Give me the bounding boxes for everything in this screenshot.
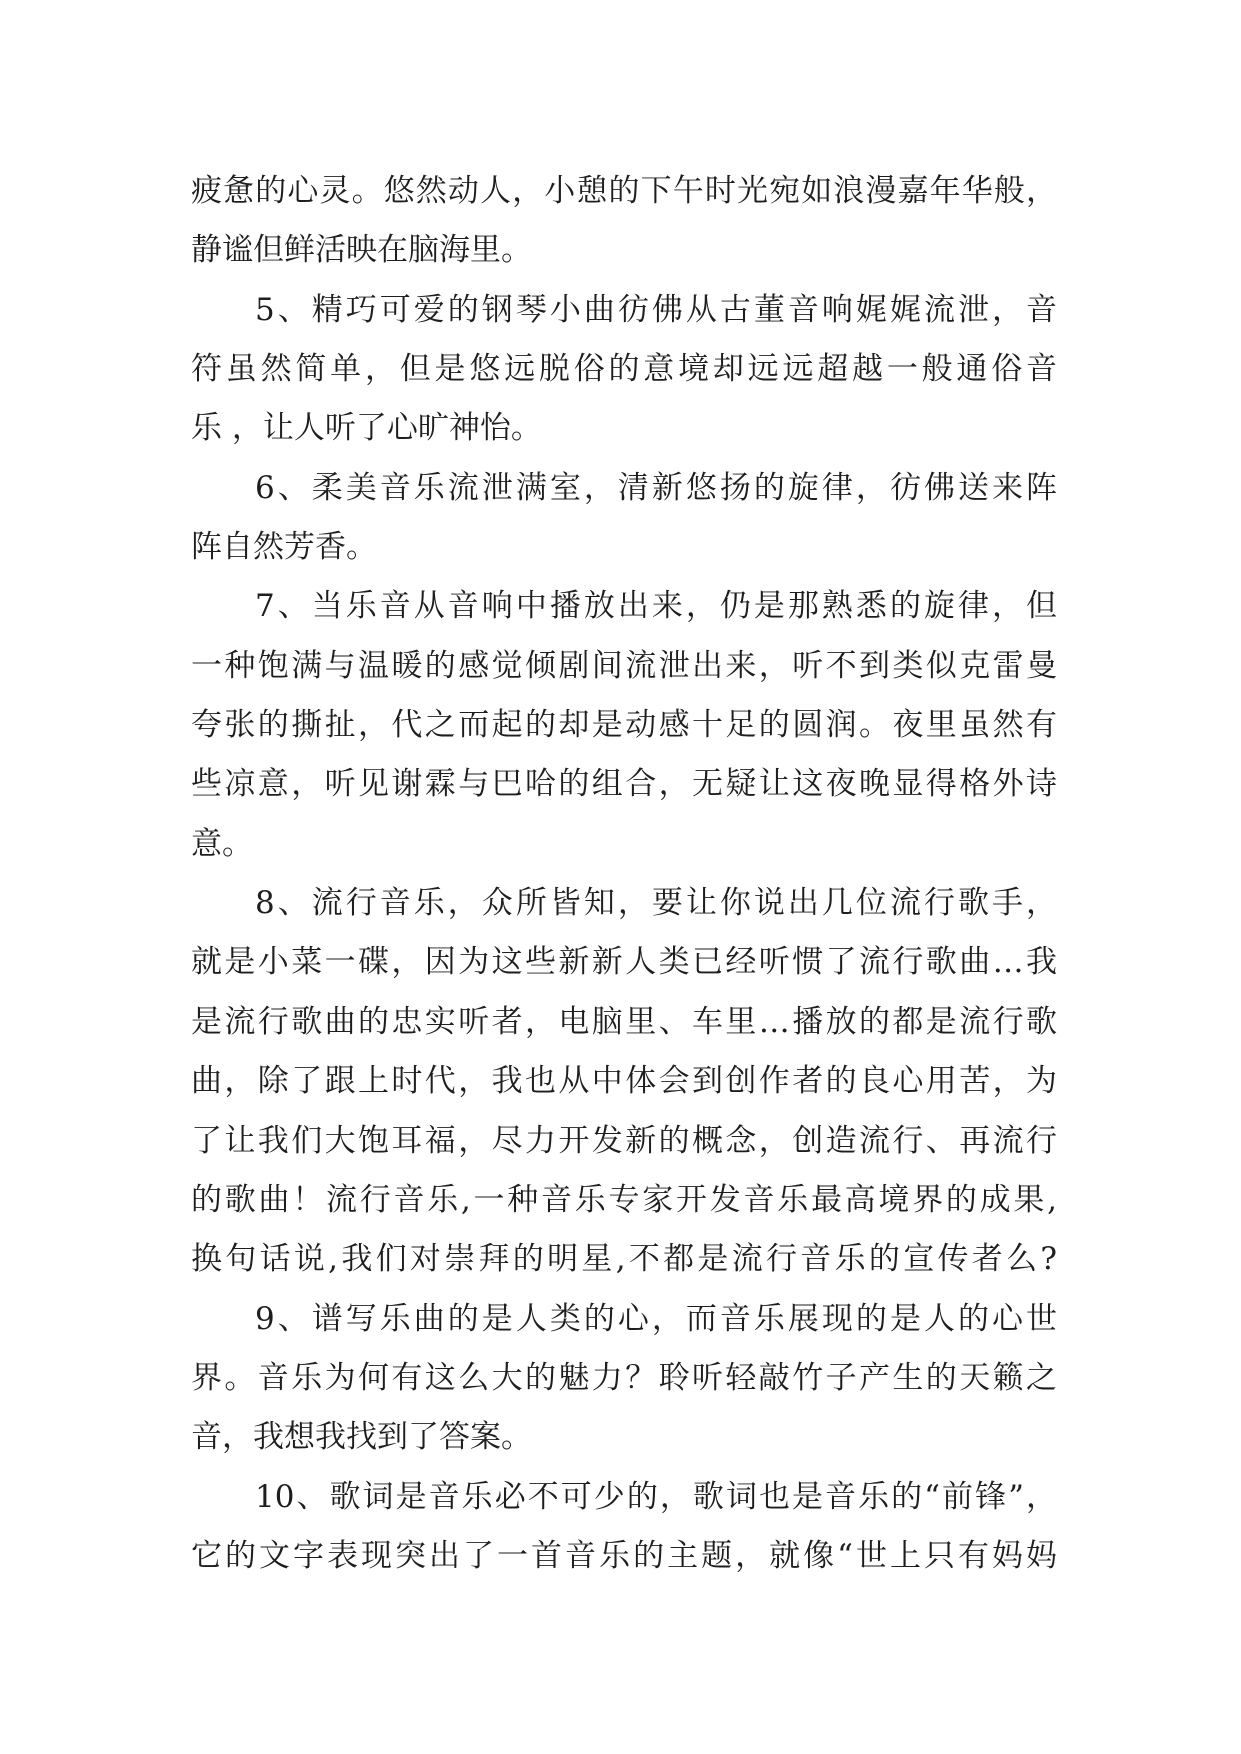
text-line [191, 399, 1057, 458]
text-line [191, 518, 1057, 577]
text-line [191, 1408, 1057, 1467]
text-line-content: 7、当乐音从音响中播放出来，仍是那熟悉的旋律，但 [255, 588, 1057, 625]
text-line [191, 1230, 1057, 1289]
text-line-content: 的歌曲！流行音乐,一种音乐专家开发音乐最高境界的成果, [191, 1181, 1057, 1218]
text-line [191, 1112, 1057, 1171]
text-line-content: 换句话说,我们对崇拜的明星,不都是流行音乐的宣传者么? [191, 1241, 1057, 1278]
paragraph [191, 459, 1057, 578]
text-line [191, 162, 1057, 221]
text-line-content: 6、柔美音乐流泄满室，清新悠扬的旋律，彷佛送来阵 [255, 469, 1057, 506]
text-line-content: 它的文字表现突出了一首音乐的主题，就像“世上只有妈妈 [191, 1537, 1057, 1574]
text-line-content: 曲，除了跟上时代，我也从中体会到创作者的良心用苦，为 [191, 1063, 1057, 1100]
text-line-content: 了让我们大饱耳福，尽力开发新的概念，创造流行、再流行 [191, 1122, 1057, 1159]
text-line-content: 疲惫的心灵。悠然动人，小憩的下午时光宛如浪漫嘉年华般， [191, 173, 1057, 209]
text-line [191, 755, 1057, 814]
text-line [191, 221, 1057, 280]
text-line-content: 就是小菜一碟，因为这些新新人类已经听惯了流行歌曲…我 [191, 944, 1057, 981]
text-line-content: 是流行歌曲的忠实听者，电脑里、车里…播放的都是流行歌 [191, 1003, 1057, 1040]
text-line-content: 夸张的撕扯，代之而起的却是动感十足的圆润。夜里虽然有 [191, 707, 1057, 744]
text-line-content: 一种饱满与温暖的感觉倾剧间流泄出来，听不到类似克雷曼 [191, 647, 1057, 684]
text-line [191, 696, 1057, 755]
text-line [191, 577, 1057, 636]
text-line-content: 符虽然简单，但是悠远脱俗的意境却远远超越一般通俗音 [191, 351, 1057, 388]
text-line-content: 9、谱写乐曲的是人类的心，而音乐展现的是人的心世 [255, 1300, 1057, 1337]
text-line-content: 乐 ，让人听了心旷神怡。 [191, 410, 542, 447]
text-line [191, 1349, 1057, 1408]
paragraph [191, 1290, 1057, 1468]
text-line-content: 阵自然芳香。 [191, 529, 377, 566]
text-line [191, 1468, 1057, 1527]
text-line [191, 1171, 1057, 1230]
paragraph [191, 281, 1057, 459]
text-line [191, 874, 1057, 933]
text-line-content: 界。音乐为何有这么大的魅力？聆听轻敲竹子产生的天籁之 [191, 1359, 1057, 1396]
text-line [191, 993, 1057, 1052]
text-line-content: 静谧但鲜活映在脑海里。 [191, 232, 532, 269]
text-line [191, 1527, 1057, 1586]
text-line-content: 5、精巧可爱的钢琴小曲彷佛从古董音响娓娓流泄，音 [255, 291, 1057, 328]
text-line [191, 459, 1057, 518]
text-line [191, 1052, 1057, 1111]
text-line-content: 意。 [191, 825, 253, 862]
paragraph [191, 1468, 1057, 1587]
body-text [191, 162, 1057, 1586]
text-line [191, 933, 1057, 992]
paragraph [191, 874, 1057, 1289]
text-line [191, 815, 1057, 874]
paragraph [191, 162, 1057, 281]
text-line-content: 些凉意，听见谢霖与巴哈的组合，无疑让这夜晚显得格外诗 [191, 766, 1057, 803]
text-line [191, 281, 1057, 340]
text-line-content: 8、流行音乐，众所皆知，要让你说出几位流行歌手， [255, 885, 1057, 922]
paragraph [191, 577, 1057, 874]
text-line-content: 10、歌词是音乐必不可少的，歌词也是音乐的“前锋”， [255, 1478, 1057, 1515]
text-line [191, 1290, 1057, 1349]
text-line [191, 340, 1057, 399]
text-line [191, 637, 1057, 696]
text-line-content: 音，我想我找到了答案。 [191, 1419, 532, 1456]
